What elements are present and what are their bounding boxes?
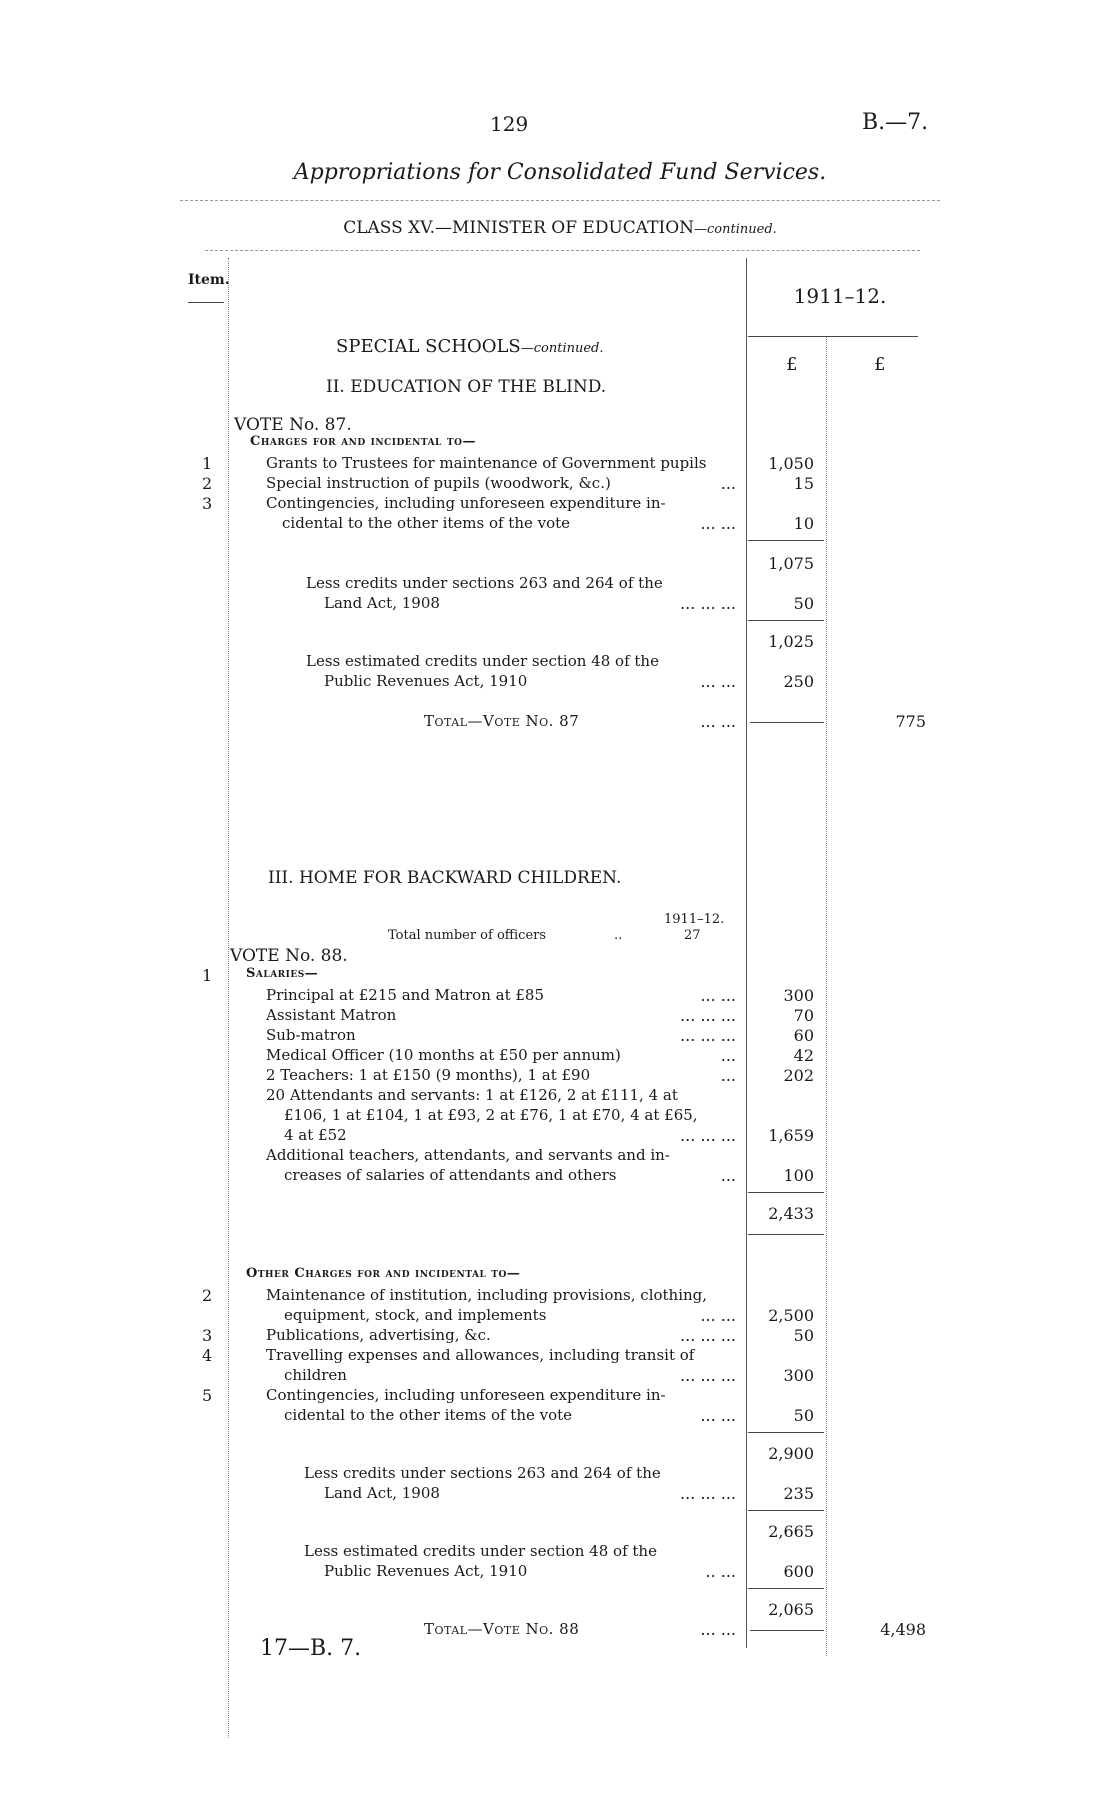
title-rule <box>180 200 940 201</box>
other-item-5-text-2: cidental to the other items of the vote <box>284 1406 573 1424</box>
vote-88-heading: VOTE No. 88. <box>230 946 348 966</box>
document-reference: B.—7. <box>862 110 929 135</box>
other-item-3-number: 3 <box>202 1326 213 1345</box>
page-title: Appropriations for Consolidated Fund Services. <box>293 160 827 185</box>
salary-medical-amount: 42 <box>793 1046 814 1065</box>
blind-item-1-amount: 1,050 <box>768 454 814 473</box>
blind-item-1-text: Grants to Trustees for maintenance of Government pupils <box>266 454 707 472</box>
salary-teachers-leaders: ... <box>720 1066 736 1085</box>
blind-subtotal-2: 1,025 <box>768 632 814 651</box>
blind-less-2-text-cont: Public Revenues Act, 1910 <box>324 672 528 690</box>
salary-additional-text-2: creases of salaries of attendants and others <box>284 1166 617 1184</box>
salary-attendants-text-3: 4 at £52 <box>284 1126 347 1144</box>
salaries-total-underline <box>748 1234 824 1235</box>
other-item-5-leaders: ... ... <box>700 1406 736 1425</box>
blind-item-2-amount: 15 <box>793 474 814 493</box>
salary-principal-amount: 300 <box>783 986 814 1005</box>
salary-principal-text: Principal at £215 and Matron at £85 <box>266 986 545 1004</box>
salary-attendants-text-2: £106, 1 at £104, 1 at £93, 2 at £76, 1 at £70, 4 at £65, <box>284 1106 698 1124</box>
blind-less-2-leaders: ... ... <box>700 672 736 691</box>
other-item-4-text-2: children <box>284 1366 347 1384</box>
salary-teachers-amount: 202 <box>783 1066 814 1085</box>
vote-88-total-label: Total—Vote No. 88 <box>424 1620 580 1638</box>
other-item-3-leaders: ... ... ... <box>680 1326 736 1345</box>
blind-item-3-text-cont: cidental to the other items of the vote <box>282 514 571 532</box>
salary-attendants-leaders: ... ... ... <box>680 1126 736 1145</box>
class-rule <box>205 250 920 251</box>
pound-symbol-left: £ <box>786 354 798 375</box>
salaries-item-number: 1 <box>202 966 213 985</box>
salaries-total: 2,433 <box>768 1204 814 1223</box>
item-header-rule <box>188 302 224 303</box>
vote-88-total: 4,498 <box>880 1620 926 1639</box>
salary-medical-leaders: ... <box>720 1046 736 1065</box>
officers-leaders: .. <box>614 928 623 943</box>
pound-symbol-right: £ <box>874 354 886 375</box>
other-item-4-leaders: ... ... ... <box>680 1366 736 1385</box>
backward-less-2-amount: 600 <box>783 1562 814 1581</box>
salaries-heading: Salaries— <box>246 966 319 981</box>
salary-submatron-leaders: ... ... ... <box>680 1026 736 1045</box>
backward-less-1-leaders: ... ... ... <box>680 1484 736 1503</box>
vote-87-total: 775 <box>895 712 926 731</box>
backward-less-1-text-cont: Land Act, 1908 <box>324 1484 440 1502</box>
backward-subtotal-1-rule <box>748 1432 824 1433</box>
officers-count: 27 <box>684 928 701 943</box>
salary-attendants-amount: 1,659 <box>768 1126 814 1145</box>
backward-less-2-text-cont: Public Revenues Act, 1910 <box>324 1562 528 1580</box>
salary-submatron-amount: 60 <box>793 1026 814 1045</box>
backward-less-2-leaders: .. ... <box>705 1562 736 1581</box>
officers-year-header: 1911–12. <box>664 912 725 927</box>
salary-attendants-text: 20 Attendants and servants: 1 at £126, 2 at £111, 4 at <box>266 1086 678 1104</box>
class-heading-continued: —continued. <box>694 222 777 237</box>
blind-item-3-text: Contingencies, including unforeseen expenditure in- <box>266 494 666 512</box>
other-item-5-amount: 50 <box>793 1406 814 1425</box>
blind-item-2-text: Special instruction of pupils (woodwork, &c.) <box>266 474 611 492</box>
page-number: 129 <box>490 112 529 136</box>
vote-87-total-rule <box>750 722 824 723</box>
blind-item-3-amount: 10 <box>793 514 814 533</box>
other-item-2-number: 2 <box>202 1286 213 1305</box>
other-item-2-amount: 2,500 <box>768 1306 814 1325</box>
backward-less-1-amount: 235 <box>783 1484 814 1503</box>
special-schools-heading <box>336 336 604 357</box>
backward-subsection-heading: III. HOME FOR BACKWARD CHILDREN. <box>268 868 622 888</box>
other-charges-heading: Other Charges for and incidental to— <box>246 1266 521 1281</box>
item-column-header: Item. <box>188 272 230 288</box>
salary-medical-text: Medical Officer (10 months at £50 per annum) <box>266 1046 621 1064</box>
salary-submatron-text: Sub-matron <box>266 1026 356 1044</box>
blind-less-2-text: Less estimated credits under section 48 of the <box>306 652 659 670</box>
footer-signature: 17—B. 7. <box>260 1636 362 1661</box>
other-item-3-text: Publications, advertising, &c. <box>266 1326 491 1344</box>
salary-teachers-text: 2 Teachers: 1 at £150 (9 months), 1 at £90 <box>266 1066 591 1084</box>
backward-subtotal-2: 2,665 <box>768 1522 814 1541</box>
salary-additional-text: Additional teachers, attendants, and servants and in- <box>266 1146 670 1164</box>
pound-column-divider <box>826 336 827 1656</box>
vote-88-total-rule <box>750 1630 824 1631</box>
blind-subsection-heading: II. EDUCATION OF THE BLIND. <box>326 377 607 397</box>
other-item-2-text: Maintenance of institution, including provisions, clothing, <box>266 1286 708 1304</box>
salary-additional-amount: 100 <box>783 1166 814 1185</box>
other-item-4-amount: 300 <box>783 1366 814 1385</box>
blind-less-1-leaders: ... ... ... <box>680 594 736 613</box>
special-schools-continued: —continued. <box>520 341 604 356</box>
officers-label: Total number of officers <box>388 928 547 943</box>
vote-87-total-leaders: ... ... <box>700 712 736 731</box>
class-heading-text: CLASS XV.—MINISTER OF EDUCATION <box>343 218 695 238</box>
year-header-rule <box>748 336 918 337</box>
other-item-5-number: 5 <box>202 1386 213 1405</box>
salary-assistant-amount: 70 <box>793 1006 814 1025</box>
salary-additional-leaders: ... <box>720 1166 736 1185</box>
blind-item-2-leaders: ... <box>720 474 736 493</box>
item-column-divider <box>228 258 229 1738</box>
salary-principal-leaders: ... ... <box>700 986 736 1005</box>
blind-subtotal-1-rule <box>748 540 824 541</box>
salaries-total-rule <box>748 1192 824 1193</box>
blind-subtotal-2-rule <box>748 620 824 621</box>
blind-item-3-leaders: ... ... <box>700 514 736 533</box>
blind-item-2-number: 2 <box>202 474 213 493</box>
backward-less-1-text: Less credits under sections 263 and 264 of the <box>304 1464 661 1482</box>
vote-87-heading: VOTE No. 87. <box>234 415 352 435</box>
other-item-2-text-2: equipment, stock, and implements <box>284 1306 547 1324</box>
amount-column-divider <box>746 258 747 1648</box>
blind-subtotal-1: 1,075 <box>768 554 814 573</box>
vote-88-total-leaders: ... ... <box>700 1620 736 1639</box>
blind-charges-heading: Charges for and incidental to— <box>250 434 476 449</box>
blind-item-1-number: 1 <box>202 454 213 473</box>
blind-less-1-amount: 50 <box>793 594 814 613</box>
special-schools-text: SPECIAL SCHOOLS <box>336 336 521 357</box>
class-heading <box>180 218 940 238</box>
salary-assistant-text: Assistant Matron <box>266 1006 397 1024</box>
blind-less-1-text: Less credits under sections 263 and 264 of the <box>306 574 663 592</box>
other-item-4-text: Travelling expenses and allowances, including transit of <box>266 1346 695 1364</box>
backward-subtotal-3: 2,065 <box>768 1600 814 1619</box>
blind-less-2-amount: 250 <box>783 672 814 691</box>
blind-item-3-number: 3 <box>202 494 213 513</box>
salary-assistant-leaders: ... ... ... <box>680 1006 736 1025</box>
blind-less-1-text-cont: Land Act, 1908 <box>324 594 440 612</box>
other-item-2-leaders: ... ... <box>700 1306 736 1325</box>
year-column-header: 1911–12. <box>793 284 887 308</box>
backward-subtotal-3-rule <box>748 1588 824 1589</box>
backward-subtotal-1: 2,900 <box>768 1444 814 1463</box>
vote-87-total-label: Total—Vote No. 87 <box>424 712 580 730</box>
other-item-4-number: 4 <box>202 1346 213 1365</box>
other-item-5-text: Contingencies, including unforeseen expenditure in- <box>266 1386 666 1404</box>
backward-less-2-text: Less estimated credits under section 48 of the <box>304 1542 657 1560</box>
backward-subtotal-2-rule <box>748 1510 824 1511</box>
other-item-3-amount: 50 <box>793 1326 814 1345</box>
